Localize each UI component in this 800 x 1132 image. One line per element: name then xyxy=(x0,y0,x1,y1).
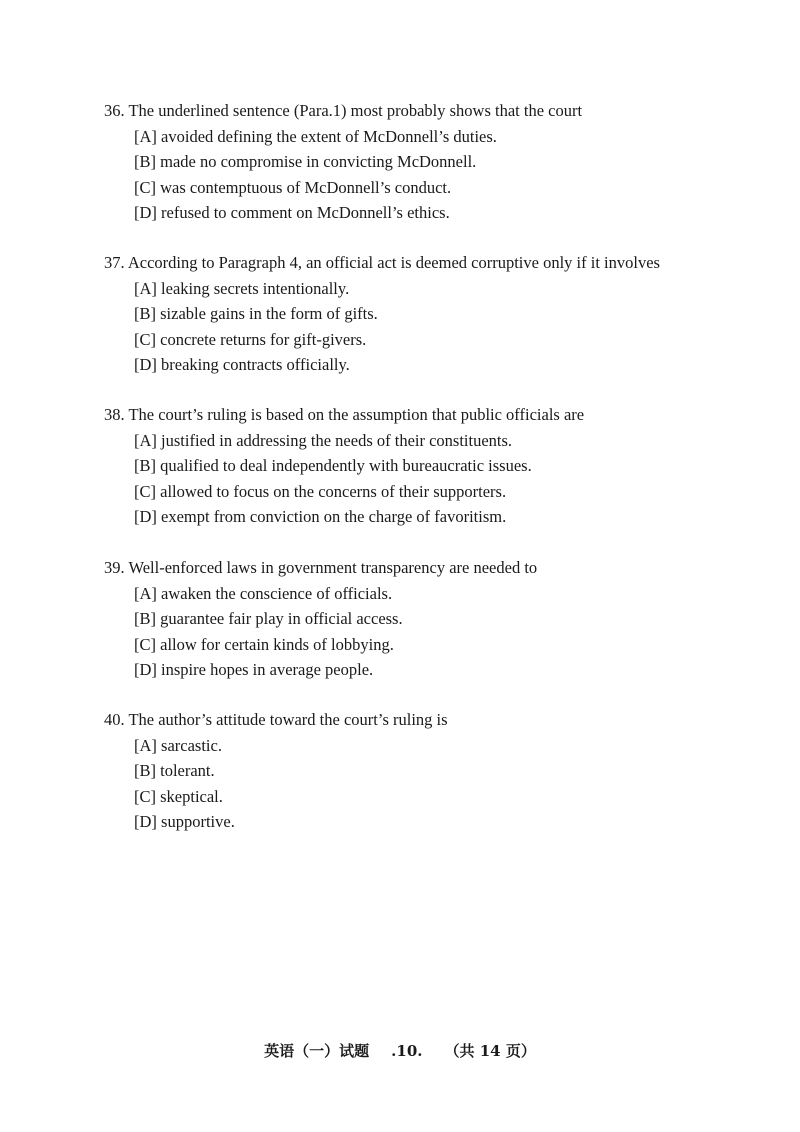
option-a: [A] justified in addressing the needs of their constituents. xyxy=(134,430,513,450)
footer-page-number: .10. xyxy=(391,1042,423,1060)
question-36 xyxy=(104,98,764,226)
question-37 xyxy=(104,250,764,378)
option-c: [C] skeptical. xyxy=(134,786,223,806)
option-a: [A] sarcastic. xyxy=(134,735,222,755)
option-b: [B] made no compromise in convicting McDonnell. xyxy=(134,152,477,171)
option-list xyxy=(104,581,764,683)
option-d: [D] inspire hopes in average people. xyxy=(134,660,374,679)
option-b: [B] tolerant. xyxy=(134,761,215,780)
option-list xyxy=(104,733,764,835)
option-a: [A] awaken the conscience of officials. xyxy=(134,583,393,603)
option-d: [D] exempt from conviction on the charge of favoritism. xyxy=(134,507,507,526)
footer-total-pages: （共 14 页） xyxy=(444,1042,536,1060)
question-38 xyxy=(104,402,764,530)
option-list xyxy=(104,124,764,226)
question-stem: 38. The court’s ruling is based on the assumption that public officials are xyxy=(104,405,585,424)
option-a: [A] avoided defining the extent of McDonnell’s duties. xyxy=(134,126,497,146)
option-c: [C] allowed to focus on the concerns of their supporters. xyxy=(134,481,507,501)
question-40 xyxy=(104,707,764,835)
option-c: [C] concrete returns for gift-givers. xyxy=(134,329,367,349)
option-a: [A] leaking secrets intentionally. xyxy=(134,278,350,298)
question-stem: 37. According to Paragraph 4, an official act is deemed corruptive only if it involves xyxy=(104,253,660,272)
question-stem: 36. The underlined sentence (Para.1) most probably shows that the court xyxy=(104,101,583,120)
option-d: [D] breaking contracts officially. xyxy=(134,355,350,374)
option-b: [B] sizable gains in the form of gifts. xyxy=(134,304,378,323)
question-39 xyxy=(104,555,764,683)
option-b: [B] qualified to deal independently with bureaucratic issues. xyxy=(134,456,532,475)
footer-subject: 英语（一）试题 xyxy=(264,1042,370,1060)
option-b: [B] guarantee fair play in official access. xyxy=(134,609,403,628)
option-c: [C] allow for certain kinds of lobbying. xyxy=(134,634,394,654)
question-stem: 39. Well-enforced laws in government transparency are needed to xyxy=(104,558,538,577)
page-footer xyxy=(0,1040,800,1061)
option-list xyxy=(104,276,764,378)
option-list xyxy=(104,428,764,530)
option-c: [C] was contemptuous of McDonnell’s conduct. xyxy=(134,177,452,197)
question-stem: 40. The author’s attitude toward the court’s ruling is xyxy=(104,710,448,729)
option-d: [D] refused to comment on McDonnell’s ethics. xyxy=(134,203,450,222)
option-d: [D] supportive. xyxy=(134,812,235,831)
